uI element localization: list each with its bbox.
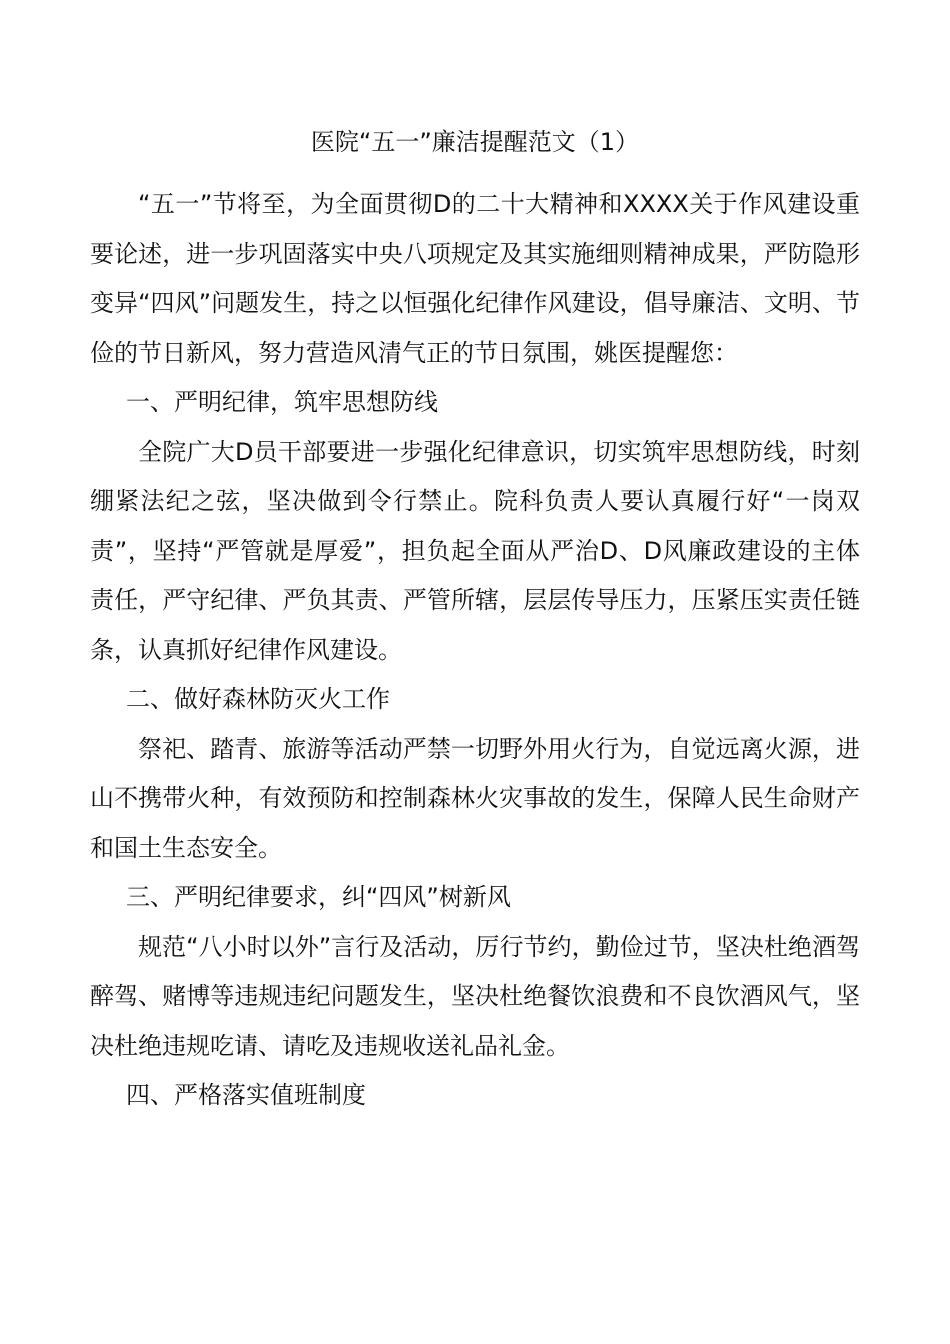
section-heading-3: 三、严明纪律要求，纠“四风”树新风 <box>126 883 511 911</box>
section-heading-2: 二、做好森林防灭火工作 <box>126 685 390 713</box>
section-body-3: 规范“八小时以外”言行及活动，厉行节约，勤俭过节，坚决杜绝酒驾醉驾、赌博等违规违纪问题发生，坚决杜绝餐饮浪费和不良饮酒风气，坚决杜绝违规吃请、请吃及违规收送礼品礼金。 <box>90 932 860 1060</box>
section-body-1: 全院广大D员干部要进一步强化纪律意识，切实筑牢思想防线，时刻绷紧法纪之弦，坚决做到令行禁止。院科负责人要认真履行好“一岗双责”，坚持“严管就是厚爱”，担负起全面从严治D、D风廉政建设的主体责任，严守纪律、严负其责、严管所辖，层层传导压力，压紧压实责任链条，认真抓好纪律作风建设。 <box>90 437 860 664</box>
section-heading-1: 一、严明纪律，筑牢思想防线 <box>126 388 438 416</box>
document-content <box>90 120 860 1121</box>
section-body-2: 祭祀、踏青、旅游等活动严禁一切野外用火行为，自觉远离火源，进山不携带火种，有效预防和控制森林火灾事故的发生，保障人民生命财产和国土生态安全。 <box>90 734 860 862</box>
section-heading-4: 四、严格落实值班制度 <box>126 1081 366 1109</box>
intro-paragraph: “五一”节将至，为全面贯彻D的二十大精神和XXXX关于作风建设重要论述，进一步巩固落实中央八项规定及其实施细则精神成果，严防隐形变异“四风”问题发生，持之以恒强化纪律作风建设，倡导廉洁、文明、节俭的节日新风，努力营造风清气正的节日氛围，姚医提醒您： <box>90 190 860 367</box>
document-title: 医院“五一”廉洁提醒范文（1） <box>310 128 640 156</box>
